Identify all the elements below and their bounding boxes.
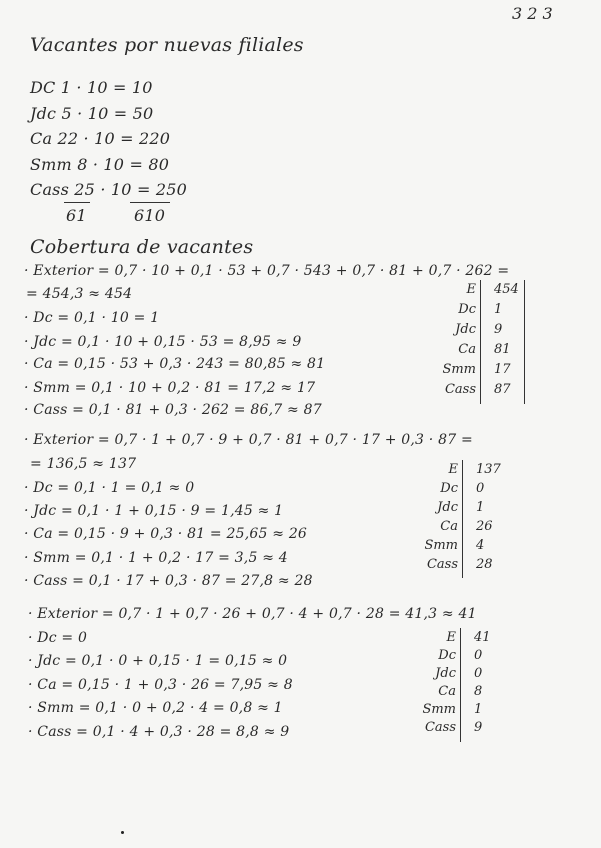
s2-label-e: E bbox=[448, 462, 458, 477]
s2-label-dc: Dc bbox=[440, 481, 458, 496]
s3-value-cass: 9 bbox=[474, 720, 483, 735]
s2-value-cass: 28 bbox=[476, 557, 493, 572]
s3-value-jdc: 0 bbox=[474, 666, 483, 681]
s1-label-cass: Cass bbox=[444, 382, 476, 397]
s1-value-jdc: 9 bbox=[494, 322, 503, 337]
page-number: 3 2 3 bbox=[512, 4, 553, 23]
s1-line-dc: · Dc = 0,1 · 10 = 1 bbox=[24, 310, 160, 326]
s2-value-dc: 0 bbox=[476, 481, 485, 496]
s3-line-cass: · Cass = 0,1 · 4 + 0,3 · 28 = 8,8 ≈ 9 bbox=[28, 724, 290, 740]
s3-label-dc: Dc bbox=[438, 648, 456, 663]
s3-line-exterior: · Exterior = 0,7 · 1 + 0,7 · 26 + 0,7 · 4 + 0,7 · 28 = 41,3 ≈ 41 bbox=[28, 606, 477, 622]
s1-table-right-line bbox=[524, 280, 525, 404]
s2-table-divider bbox=[462, 460, 463, 578]
s1-value-dc: 1 bbox=[494, 302, 503, 317]
vac-total-right: 610 bbox=[134, 206, 166, 225]
vac-line-dc: DC 1 · 10 = 10 bbox=[30, 78, 153, 97]
s3-label-smm: Smm bbox=[422, 702, 456, 717]
s3-table-divider bbox=[460, 628, 461, 742]
s2-line-jdc: · Jdc = 0,1 · 1 + 0,15 · 9 = 1,45 ≈ 1 bbox=[24, 503, 284, 519]
s2-label-jdc: Jdc bbox=[437, 500, 458, 515]
s1-line-exterior-result: = 454,3 ≈ 454 bbox=[26, 286, 133, 302]
heading-vacantes: Vacantes por nuevas filiales bbox=[30, 34, 304, 56]
s3-label-jdc: Jdc bbox=[435, 666, 456, 681]
s2-line-ca: · Ca = 0,15 · 9 + 0,3 · 81 = 25,65 ≈ 26 bbox=[24, 526, 308, 542]
underline-right bbox=[130, 202, 170, 203]
vac-total-left: 61 bbox=[66, 206, 87, 225]
s2-line-exterior: · Exterior = 0,7 · 1 + 0,7 · 9 + 0,7 · 81 + 0,7 · 17 + 0,3 · 87 = bbox=[24, 432, 473, 448]
heading-cobertura: Cobertura de vacantes bbox=[30, 236, 254, 258]
s2-value-e: 137 bbox=[476, 462, 501, 477]
s3-label-e: E bbox=[446, 630, 456, 645]
s1-label-jdc: Jdc bbox=[455, 322, 476, 337]
s1-line-exterior: · Exterior = 0,7 · 10 + 0,1 · 53 + 0,7 · 543 + 0,7 · 81 + 0,7 · 262 = bbox=[24, 263, 510, 279]
vac-line-cass: Cass 25 · 10 = 250 bbox=[30, 180, 187, 199]
s3-line-dc: · Dc = 0 bbox=[28, 630, 88, 646]
s3-label-cass: Cass bbox=[424, 720, 456, 735]
s1-label-e: E bbox=[466, 282, 476, 297]
s1-line-jdc: · Jdc = 0,1 · 10 + 0,15 · 53 = 8,95 ≈ 9 bbox=[24, 334, 302, 350]
s1-line-smm: · Smm = 0,1 · 10 + 0,2 · 81 = 17,2 ≈ 17 bbox=[24, 380, 316, 396]
s3-value-ca: 8 bbox=[474, 684, 483, 699]
s1-value-smm: 17 bbox=[494, 362, 511, 377]
s3-line-jdc: · Jdc = 0,1 · 0 + 0,15 · 1 = 0,15 ≈ 0 bbox=[28, 653, 288, 669]
s2-label-ca: Ca bbox=[440, 519, 458, 534]
s2-value-jdc: 1 bbox=[476, 500, 485, 515]
s2-value-smm: 4 bbox=[476, 538, 485, 553]
s2-line-smm: · Smm = 0,1 · 1 + 0,2 · 17 = 3,5 ≈ 4 bbox=[24, 550, 288, 566]
s3-value-smm: 1 bbox=[474, 702, 483, 717]
s1-label-ca: Ca bbox=[458, 342, 476, 357]
s3-line-smm: · Smm = 0,1 · 0 + 0,2 · 4 = 0,8 ≈ 1 bbox=[28, 700, 283, 716]
s1-value-e: 454 bbox=[494, 282, 519, 297]
s3-label-ca: Ca bbox=[438, 684, 456, 699]
s3-line-ca: · Ca = 0,15 · 1 + 0,3 · 26 = 7,95 ≈ 8 bbox=[28, 677, 293, 693]
s1-line-ca: · Ca = 0,15 · 53 + 0,3 · 243 = 80,85 ≈ 81 bbox=[24, 356, 326, 372]
s1-value-cass: 87 bbox=[494, 382, 511, 397]
s1-line-cass: · Cass = 0,1 · 81 + 0,3 · 262 = 86,7 ≈ 87 bbox=[24, 402, 322, 418]
s3-value-e: 41 bbox=[474, 630, 491, 645]
s2-label-cass: Cass bbox=[426, 557, 458, 572]
s3-value-dc: 0 bbox=[474, 648, 483, 663]
vac-line-jdc: Jdc 5 · 10 = 50 bbox=[30, 104, 154, 123]
s2-line-cass: · Cass = 0,1 · 17 + 0,3 · 87 = 27,8 ≈ 28 bbox=[24, 573, 313, 589]
s2-value-ca: 26 bbox=[476, 519, 493, 534]
s1-label-smm: Smm bbox=[442, 362, 476, 377]
s1-label-dc: Dc bbox=[458, 302, 476, 317]
vac-line-ca: Ca 22 · 10 = 220 bbox=[30, 129, 171, 148]
underline-left bbox=[64, 202, 90, 203]
stray-ink-dot bbox=[121, 831, 124, 834]
s1-value-ca: 81 bbox=[494, 342, 511, 357]
s2-label-smm: Smm bbox=[424, 538, 458, 553]
vac-line-smm: Smm 8 · 10 = 80 bbox=[30, 155, 170, 174]
s2-line-exterior-result: = 136,5 ≈ 137 bbox=[30, 456, 137, 472]
s2-line-dc: · Dc = 0,1 · 1 = 0,1 ≈ 0 bbox=[24, 480, 195, 496]
s1-table-divider bbox=[480, 280, 481, 404]
